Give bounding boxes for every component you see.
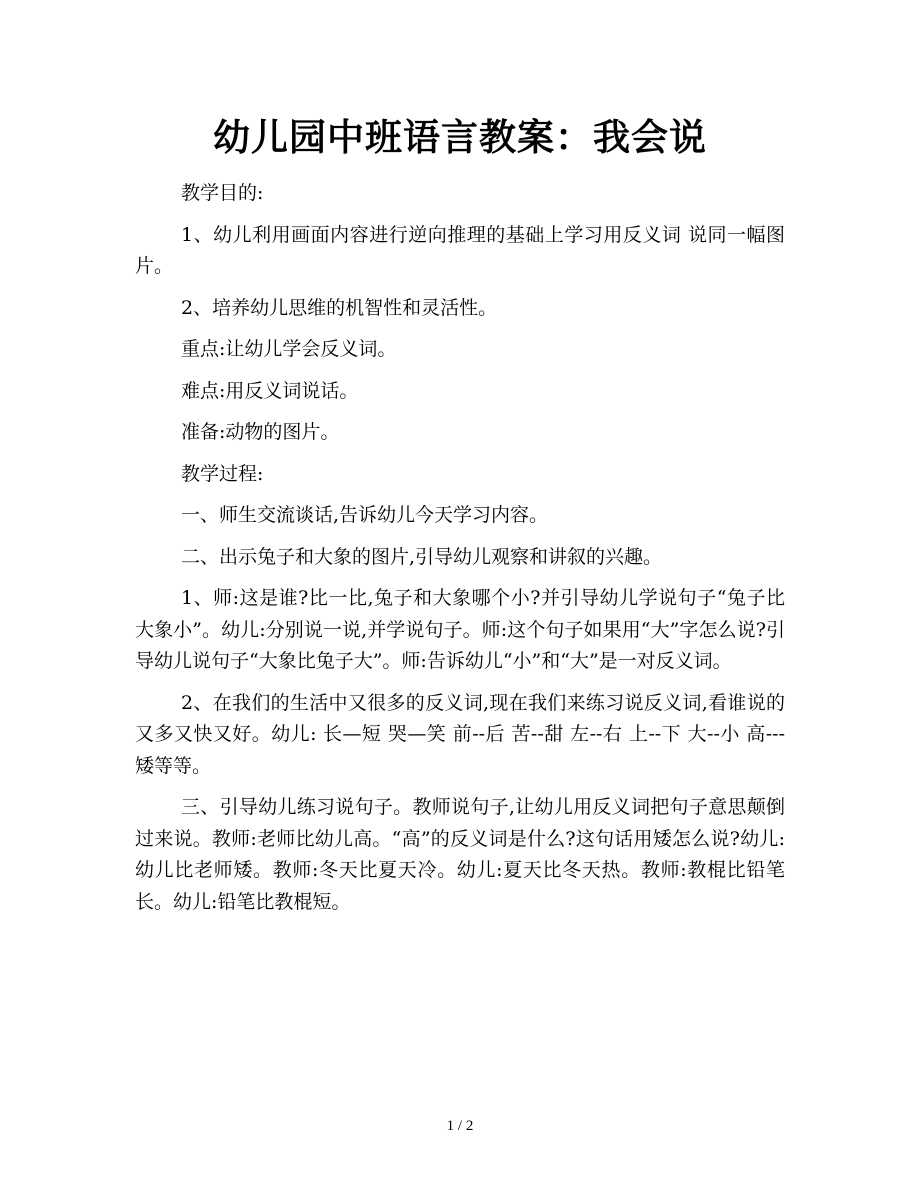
paragraph-step-1: 一、师生交流谈话,告诉幼儿今天学习内容。 [181,504,549,526]
paragraph-goal-1: 1、幼儿利用画面内容进行逆向推理的基础上学习用反义词 说同一幅图片。 [135,223,785,277]
paragraph-step-2: 二、出示兔子和大象的图片,引导幼儿观察和讲叙的兴趣。 [181,545,663,568]
paragraph-key-point: 重点:让幼儿学会反义词。 [181,338,397,360]
paragraph-teaching-goals: 教学目的: [181,182,264,204]
paragraph-step-2-item-2: 2、在我们的生活中又很多的反义词,现在我们来练习说反义词,看谁说的又多又快又好。幼儿: 长—短 哭—笑 前--后 苦--甜 左--右 上--下 大--小 高---矮等等。 [135,691,785,777]
paragraph-goal-2: 2、培养幼儿思维的机智性和灵活性。 [181,296,498,319]
paragraph-preparation: 准备:动物的图片。 [181,421,340,443]
document-title: 幼儿园中班语言教案：我会说 [213,115,707,159]
document-body [135,178,785,928]
paragraph-step-2-item-1: 1、师:这是谁?比一比,兔子和大象哪个小?并引导幼儿学说句子“兔子比大象小”。幼儿:分别说一说,并学说句子。师:这个句子如果用“大”字怎么说?引导幼儿说句子“大象比兔子大”。师:告诉幼儿“小”和“大”是一对反义词。 [135,587,785,672]
paragraph-step-3: 三、引导幼儿练习说句子。教师说句子,让幼儿用反义词把句子意思颠倒过来说。教师:老师比幼儿高。“高”的反义词是什么?这句话用矮怎么说?幼儿:幼儿比老师矮。教师:冬天比夏天冷。幼儿:夏天比冬天热。教师:教棍比铅笔长。幼儿:铅笔比教棍短。 [135,796,785,913]
page-number: 1 / 2 [446,1118,474,1134]
paragraph-process-heading: 教学过程: [181,462,264,485]
paragraph-difficulty: 难点:用反义词说话。 [181,379,359,402]
